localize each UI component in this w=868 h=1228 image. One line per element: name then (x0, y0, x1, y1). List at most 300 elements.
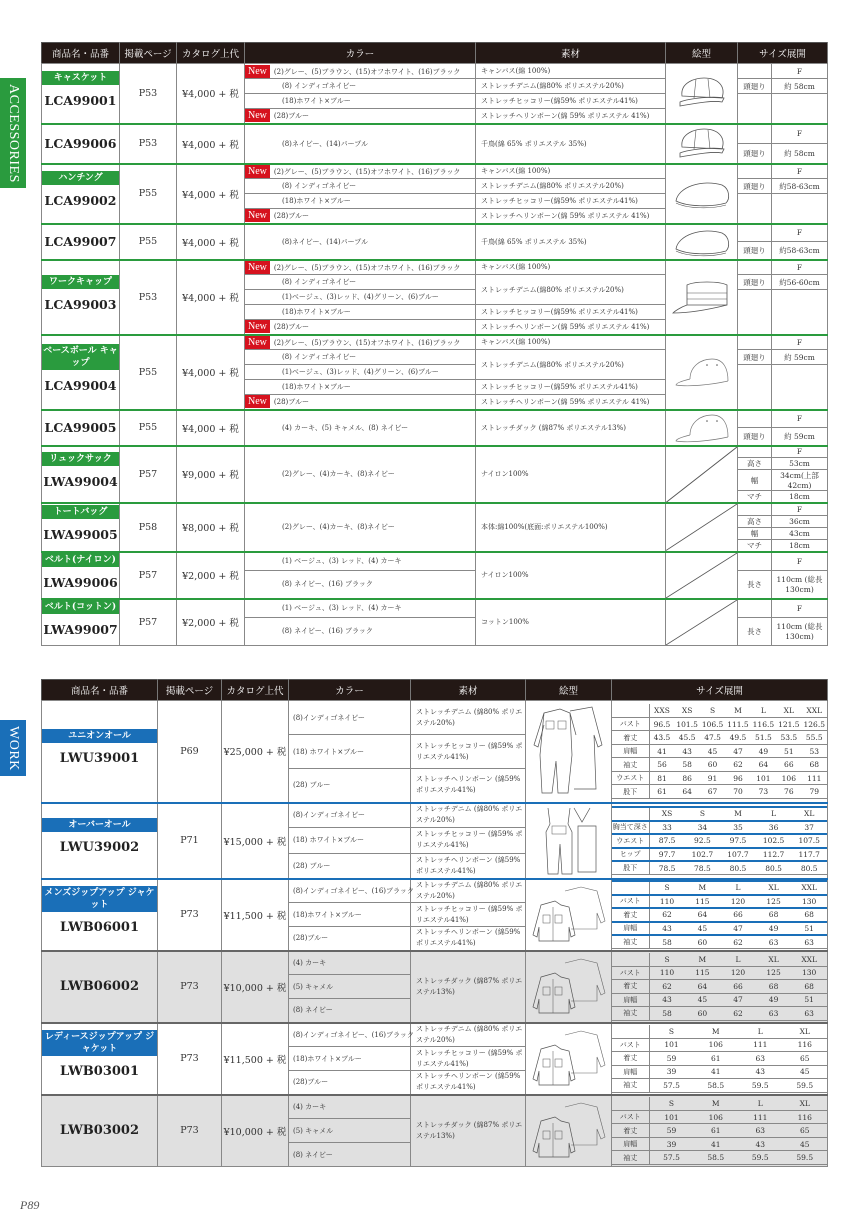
material: ストレッチデニム(綿80% ポリエステル20%) (476, 350, 666, 380)
measure-value: 97.5 (720, 834, 756, 848)
size-value: 約58-63cm (772, 179, 828, 194)
size-label: 頭廻り (738, 144, 772, 164)
new-badge: New (245, 395, 270, 408)
catalog-page: P53 (120, 64, 177, 124)
color-option: (5) キャメル (289, 1119, 411, 1143)
measure-value: 68 (756, 980, 792, 994)
measure-value: 102.7 (685, 848, 721, 862)
measure-label: 肩幅 (612, 993, 649, 1007)
measure-value: 116.5 (751, 717, 776, 731)
size-label: 高さ (738, 458, 772, 470)
color-option (245, 260, 476, 275)
measure-value: 79 (802, 785, 827, 799)
retail-price: ¥4,000 + 税 (177, 164, 245, 224)
product-row (42, 446, 828, 458)
jacket-icon (526, 951, 612, 1023)
product-code: LWA99004 (43, 473, 118, 489)
measure-value: 73 (751, 785, 776, 799)
size-column: S (649, 1025, 694, 1039)
size-measure-row (612, 980, 827, 994)
measure-label: 肩幅 (612, 1065, 649, 1079)
size-value: 36cm (772, 515, 828, 527)
size-chart-cell (612, 803, 828, 879)
size-F: F (772, 224, 828, 242)
size-label-empty (612, 881, 649, 895)
column-header: カタログ上代 (177, 43, 245, 64)
retail-price: ¥10,000 + 税 (222, 951, 289, 1023)
color-text: (18)ホワイト×ブルー (282, 197, 351, 205)
measure-value: 47.5 (700, 731, 725, 745)
size-column: M (685, 881, 721, 895)
product-code: LWA99006 (43, 574, 118, 590)
material: 千鳥(綿 65% ポリエステル 35%) (476, 224, 666, 260)
product-code-cell (42, 410, 120, 446)
product-code: LWB06002 (59, 979, 140, 994)
measure-label: 股下 (612, 785, 649, 799)
material: ストレッチデニム(綿80% ポリエステル20%) (476, 179, 666, 194)
category-label: ワークキャップ (42, 275, 119, 289)
product-row (42, 164, 828, 179)
color-option (245, 109, 476, 124)
not-applicable-slash (666, 503, 738, 552)
measure-value: 101 (649, 1038, 694, 1052)
measure-label: バスト (612, 895, 649, 909)
color-option (245, 350, 476, 365)
size-value: 約56-60cm (772, 275, 828, 290)
measure-value: 61 (649, 785, 674, 799)
measure-value: 70 (725, 785, 750, 799)
product-code: LCA99003 (44, 296, 117, 312)
measure-label: 袖丈 (612, 935, 649, 949)
category-label: ユニオンオール (42, 729, 157, 743)
column-header: サイズ展開 (612, 680, 828, 701)
measure-value: 43 (738, 1137, 783, 1151)
measure-value: 51 (791, 993, 827, 1007)
product-code-cell (42, 124, 120, 164)
size-measure-row (612, 744, 827, 758)
product-code-cell (42, 1095, 158, 1167)
product-code: LCA99006 (44, 136, 117, 151)
measure-value: 39 (649, 1137, 694, 1151)
measure-value: 120 (720, 895, 756, 909)
measure-value: 55.5 (802, 731, 827, 745)
size-label: 幅 (738, 470, 772, 491)
category-label: ベルト(コットン) (42, 600, 119, 614)
size-column: XL (783, 1025, 828, 1039)
size-measure-row (612, 966, 827, 980)
retail-price: ¥4,000 + 税 (177, 260, 245, 335)
size-measure-row (612, 861, 827, 875)
accessories-table (41, 42, 828, 646)
size-measure-row (612, 1038, 827, 1052)
jacket-icon (526, 1095, 612, 1167)
color-option: (28) ブルー (289, 853, 411, 878)
catalog-page: P71 (158, 803, 222, 879)
measure-value: 112.7 (756, 848, 792, 862)
product-code-cell (42, 446, 120, 504)
size-label (738, 446, 772, 458)
measure-value: 126.5 (802, 717, 827, 731)
size-measure-row (612, 1079, 827, 1093)
measure-label: 胸当て深さ (612, 821, 649, 835)
measure-label: 着丈 (612, 731, 649, 745)
new-badge: New (245, 336, 270, 349)
color-option (245, 64, 476, 79)
size-header-row (612, 704, 827, 718)
size-label: マチ (738, 491, 772, 504)
measure-value: 43 (649, 993, 685, 1007)
color-option (245, 224, 476, 260)
size-column: M (694, 1025, 739, 1039)
size-value: F (772, 503, 828, 515)
size-column: S (685, 807, 721, 821)
size-label-empty (612, 1025, 649, 1039)
color-text: (2)グレー、(5)ブラウン、(15)オフホワイト、(16)ブラック (273, 338, 461, 347)
measure-value: 58 (649, 1007, 685, 1021)
measure-value: 53 (802, 744, 827, 758)
measure-value: 63 (756, 935, 792, 949)
column-header: カタログ上代 (222, 680, 289, 701)
color-text: (1)ベージュ、(3)レッド、(4)グリーン、(6)ブルー (282, 368, 439, 376)
measure-value: 57.5 (649, 1079, 694, 1093)
product-row (42, 410, 828, 428)
retail-price: ¥4,000 + 税 (177, 64, 245, 124)
measure-value: 33 (649, 821, 685, 835)
measure-value: 51 (776, 744, 801, 758)
size-measure-row (612, 993, 827, 1007)
catalog-page: P58 (120, 503, 177, 552)
measure-value: 101.5 (674, 717, 699, 731)
color-text: (8)ネイビー、(14)パープル (282, 139, 368, 148)
measure-value: 61 (694, 1052, 739, 1066)
page-number: P89 (20, 1198, 40, 1212)
color-option (245, 503, 476, 552)
size-label-empty (612, 807, 649, 821)
color-text: (28)ブルー (273, 398, 309, 407)
size-measure-row (612, 821, 827, 835)
size-measure-row (612, 758, 827, 772)
catalog-page: P57 (120, 599, 177, 646)
measure-value: 96 (725, 771, 750, 785)
material: ストレッチヘリンボーン(綿 59% ポリエステル 41%) (476, 109, 666, 124)
size-chart-cell (612, 951, 828, 1023)
size-F: F (772, 335, 828, 350)
material: ストレッチデニム (綿80% ポリエステル20%) (411, 803, 526, 828)
measure-value: 68 (791, 980, 827, 994)
category-label: リュックサック (42, 452, 119, 466)
measure-value: 106 (776, 771, 801, 785)
color-option (245, 94, 476, 109)
material: ストレッチヒッコリー(綿59% ポリエステル41%) (476, 194, 666, 209)
measure-value: 87.5 (649, 834, 685, 848)
size-empty (772, 194, 828, 224)
size-empty (738, 94, 772, 124)
measure-value: 58 (674, 758, 699, 772)
column-header: 素材 (476, 43, 666, 64)
coverall-icon (526, 701, 612, 803)
color-text: (28)ブルー (273, 112, 309, 121)
measure-value: 101 (649, 1110, 694, 1124)
retail-price: ¥4,000 + 税 (177, 124, 245, 164)
measure-label: ウエスト (612, 771, 649, 785)
measure-label: 着丈 (612, 908, 649, 922)
category-label: ベルト(ナイロン) (42, 553, 119, 567)
measure-value: 41 (694, 1065, 739, 1079)
new-badge: New (245, 109, 270, 122)
size-measure-row (612, 1052, 827, 1066)
retail-price: ¥8,000 + 税 (177, 503, 245, 552)
category-label: ベースボール キャップ (43, 345, 118, 368)
product-code: LWB03002 (59, 1123, 140, 1139)
size-empty (738, 194, 772, 224)
column-header: カラー (289, 680, 411, 701)
material: キャンバス(綿 100%) (476, 64, 666, 79)
product-row (42, 1023, 828, 1047)
measure-value: 81 (649, 771, 674, 785)
material: ストレッチヘリンボーン (綿59% ポリエステル41%) (411, 1071, 526, 1095)
material: ストレッチデニム (綿80% ポリエステル20%) (411, 1023, 526, 1047)
size-label: 頭廻り (738, 428, 772, 446)
measure-value: 76 (776, 785, 801, 799)
size-column: M (720, 807, 756, 821)
size-value: 18cm (772, 491, 828, 504)
catalog-page: P73 (158, 879, 222, 951)
color-text: (2)グレー、(4)カーキ、(8)ネイビー (282, 523, 395, 532)
material: ストレッチヘリンボーン(綿 59% ポリエステル 41%) (476, 320, 666, 335)
size-label: 高さ (738, 515, 772, 527)
size-label: 長さ (738, 618, 772, 645)
size-F: F (772, 260, 828, 275)
size-empty (738, 290, 772, 335)
measure-value: 61 (694, 1124, 739, 1138)
measure-value: 67 (700, 785, 725, 799)
size-measure-row (612, 771, 827, 785)
color-text: (28)ブルー (273, 323, 309, 332)
size-F: F (772, 64, 828, 79)
size-column: L (720, 953, 756, 967)
color-text: (8) インディゴネイビー (282, 82, 357, 90)
measure-value: 63 (738, 1124, 783, 1138)
size-label: 頭廻り (738, 350, 772, 365)
measure-value: 91 (700, 771, 725, 785)
measure-value: 35 (720, 821, 756, 835)
measure-value: 63 (756, 1007, 792, 1021)
measure-value: 62 (720, 1007, 756, 1021)
retail-price: ¥9,000 + 税 (177, 446, 245, 504)
material: ストレッチヒッコリー (綿59% ポリエステル41%) (411, 735, 526, 769)
product-code: LWA99007 (43, 621, 118, 637)
measure-value: 59 (649, 1124, 694, 1138)
product-row (42, 803, 828, 828)
column-header: 素材 (411, 680, 526, 701)
size-measure-row (612, 1065, 827, 1079)
measure-value: 62 (649, 980, 685, 994)
measure-value: 64 (685, 908, 721, 922)
measure-value: 59 (649, 1052, 694, 1066)
measure-value: 45 (783, 1065, 828, 1079)
size-column: M (694, 1097, 739, 1111)
size-column: XXL (791, 953, 827, 967)
not-applicable-slash (666, 599, 738, 646)
color-option: (18)ホワイト×ブルー (289, 1047, 411, 1071)
product-row (42, 552, 828, 571)
column-header: サイズ展開 (738, 43, 828, 64)
size-chart (612, 1025, 827, 1093)
color-text: (1) ベージュ、(3) レッド、(4) カーキ (282, 557, 402, 566)
product-code-cell (42, 1023, 158, 1095)
product-row (42, 224, 828, 242)
measure-value: 64 (685, 980, 721, 994)
color-option (245, 446, 476, 504)
color-text: (2)グレー、(5)ブラウン、(15)オフホワイト、(16)ブラック (273, 67, 461, 76)
not-applicable-slash (666, 552, 738, 599)
catalog-page: P55 (120, 335, 177, 410)
material: ストレッチダック (綿87% ポリエステル13%) (411, 951, 526, 1023)
new-badge: New (245, 65, 270, 78)
size-measure-row (612, 1151, 827, 1165)
size-column: XS (649, 807, 685, 821)
measure-value: 111 (738, 1038, 783, 1052)
material: ストレッチヒッコリー (綿59% ポリエステル41%) (411, 1047, 526, 1071)
product-code-cell (42, 64, 120, 124)
color-text: (8) インディゴネイビー (282, 278, 357, 286)
size-measure-row (612, 1137, 827, 1151)
size-value: 約 59cm (772, 350, 828, 365)
size-measure-row (612, 1124, 827, 1138)
product-code-cell (42, 335, 120, 410)
color-option (245, 194, 476, 209)
column-header: 商品名・品番 (42, 43, 120, 64)
measure-value: 80.5 (791, 861, 827, 875)
size-label-empty (738, 410, 772, 428)
measure-value: 45 (685, 922, 721, 936)
product-row (42, 879, 828, 903)
color-text: (2)グレー、(4)カーキ、(8)ネイビー (282, 470, 395, 479)
size-column: XS (674, 704, 699, 718)
catalog-page: P57 (120, 446, 177, 504)
material: 本体:綿100%(底面:ポリエステル100%) (476, 503, 666, 552)
color-option: (18) ホワイト×ブルー (289, 828, 411, 853)
retail-price: ¥25,000 + 税 (222, 701, 289, 803)
product-row (42, 124, 828, 144)
product-code-cell (42, 260, 120, 335)
color-option: (28)ブルー (289, 1071, 411, 1095)
measure-value: 36 (756, 821, 792, 835)
color-text: (18)ホワイト×ブルー (282, 308, 351, 316)
casquette-icon (666, 124, 738, 164)
product-code: LWA99005 (43, 526, 118, 542)
color-option (245, 305, 476, 320)
material: ストレッチヘリンボーン (綿59% ポリエステル41%) (411, 769, 526, 803)
size-value: 110cm (総長130cm) (772, 571, 828, 599)
size-column: L (756, 807, 792, 821)
size-label: 頭廻り (738, 275, 772, 290)
product-code: LCA99002 (44, 193, 117, 208)
measure-value: 47 (725, 744, 750, 758)
measure-value: 86 (674, 771, 699, 785)
color-option (245, 209, 476, 224)
material: ストレッチデニム (綿80% ポリエステル20%) (411, 701, 526, 735)
measure-label: 肩幅 (612, 922, 649, 936)
size-column: S (700, 704, 725, 718)
product-code-cell (42, 803, 158, 879)
size-value: 約58-63cm (772, 242, 828, 260)
material: ストレッチヘリンボーン (綿59% ポリエステル41%) (411, 927, 526, 951)
color-option (245, 365, 476, 380)
color-option (245, 571, 476, 599)
work-table (41, 679, 828, 1167)
accessories-section-tab: ACCESSORIES (0, 78, 26, 188)
color-option: (4) カーキ (289, 1095, 411, 1119)
size-value: 53cm (772, 458, 828, 470)
measure-label: 肩幅 (612, 744, 649, 758)
not-applicable-slash (666, 446, 738, 504)
color-option: (28) ブルー (289, 769, 411, 803)
measure-value: 45.5 (674, 731, 699, 745)
size-measure-row (612, 1007, 827, 1021)
product-row (42, 260, 828, 275)
material: ストレッチヒッコリー(綿59% ポリエステル41%) (476, 305, 666, 320)
measure-value: 47 (720, 922, 756, 936)
new-badge: New (245, 209, 270, 222)
measure-value: 64 (751, 758, 776, 772)
measure-value: 39 (649, 1065, 694, 1079)
product-code-cell (42, 599, 120, 646)
column-header: 絵型 (526, 680, 612, 701)
size-measure-row (612, 731, 827, 745)
jacket-icon (526, 879, 612, 951)
size-label-empty (612, 704, 649, 718)
size-column: M (685, 953, 721, 967)
color-option (245, 275, 476, 290)
measure-value: 68 (791, 908, 827, 922)
size-column: XXS (649, 704, 674, 718)
retail-price: ¥4,000 + 税 (177, 224, 245, 260)
product-code-cell (42, 224, 120, 260)
product-row (42, 503, 828, 515)
color-text: (8) インディゴネイビー (282, 182, 357, 190)
color-text: (8) ネイビー、(16) ブラック (282, 580, 373, 589)
retail-price: ¥11,500 + 税 (222, 879, 289, 951)
color-option (245, 380, 476, 395)
measure-value: 120 (720, 966, 756, 980)
size-value: F (772, 446, 828, 458)
material: ストレッチヘリンボーン(綿 59% ポリエステル 41%) (476, 395, 666, 410)
measure-value: 92.5 (685, 834, 721, 848)
accessories-header-row (42, 43, 828, 64)
measure-value: 41 (649, 744, 674, 758)
measure-label: 袖丈 (612, 1151, 649, 1165)
measure-value: 111 (802, 771, 827, 785)
column-header: 絵型 (666, 43, 738, 64)
size-label-empty (738, 335, 772, 350)
measure-value: 59.5 (783, 1079, 828, 1093)
catalog-page: P55 (120, 164, 177, 224)
color-text: (1) ベージュ、(3) レッド、(4) カーキ (282, 604, 402, 613)
measure-label: 袖丈 (612, 758, 649, 772)
retail-price: ¥4,000 + 税 (177, 335, 245, 410)
column-header: 商品名・品番 (42, 680, 158, 701)
size-chart-cell (612, 701, 828, 803)
color-text: (8) ネイビー、(16) ブラック (282, 627, 373, 636)
material: キャンバス(綿 100%) (476, 260, 666, 275)
retail-price: ¥2,000 + 税 (177, 599, 245, 646)
measure-value: 110 (649, 966, 685, 980)
measure-label: 着丈 (612, 1052, 649, 1066)
catalog-page: P53 (120, 260, 177, 335)
color-text: (1)ベージュ、(3)レッド、(4)グリーン、(6)ブルー (282, 293, 439, 301)
material: ナイロン100% (476, 552, 666, 599)
